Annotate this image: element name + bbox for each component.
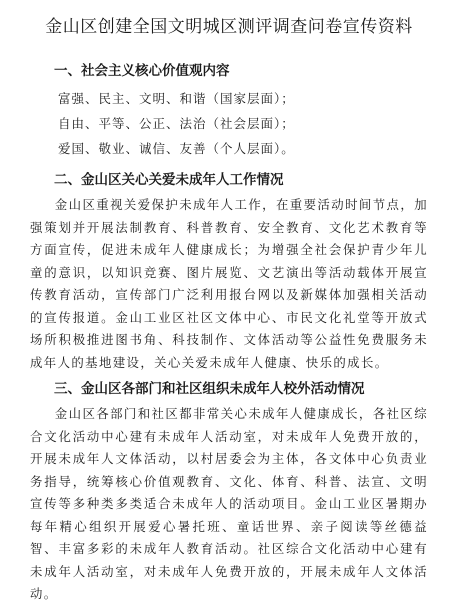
section-heading: 一、社会主义核心价值观内容 <box>54 63 230 79</box>
core-values-personal: 爱国、敬业、诚信、友善（个人层面）。 <box>58 141 295 156</box>
section-paragraph: 金山区重视关爱保护未成年人工作，在重要活动时间节点，加强策划并开展法制教育、科普教育、安全教育、文化艺术教育等方面宣传，促进未成年人健康成长；为增强全社会保护青少年儿童的意识，以知识竞赛、图片展览、文艺演出等活动载体开展宣传教育活动，宣传部门广泛利用报台网以及新媒体加强相关活动的宣传报道。金山工业区社区文体中心、市民文化礼堂等开放式场所积极推进图书角、科技制作、文体活动等公益性免费服务未成年人的基地建设，关心关爱未成年人健康、快乐的成长。 <box>30 197 428 370</box>
core-values-national: 富强、民主、文明、和谐（国家层面）； <box>58 91 295 106</box>
section-out-of-school-activities <box>30 378 428 606</box>
core-values-list <box>30 86 428 161</box>
section-paragraph: 金山区各部门和社区都非常关心未成年人健康成长，各社区综合文化活动中心建有未成年人活动室，对未成年人免费开放的，开展未成年人文体活动，以村居委会为主体，各文体中心负责业务指导，统筹核心价值观教育、文化、体育、科普、法宣、文明宣传等多种类多类适合未成年人的活动项目。金山工业区暑期办每年精心组织开展爱心暑托班、童话世界、亲子阅读等丝德益智、丰富多彩的未成年人教育活动。社区综合文化活动中心建有未成年人活动室，对未成年人免费开放的，开展未成年人文体活动。 <box>30 406 428 601</box>
section-core-values <box>30 60 428 161</box>
section-minors-care <box>30 169 428 374</box>
core-values-social: 自由、平等、公正、法治（社会层面）； <box>58 116 295 131</box>
section-heading: 二、金山区关心关爱未成年人工作情况 <box>54 172 284 188</box>
section-heading: 三、金山区各部门和社区组织未成年人校外活动情况 <box>54 381 365 397</box>
document-title: 金山区创建全国文明城区测评调查问卷宣传资料 <box>45 17 413 37</box>
